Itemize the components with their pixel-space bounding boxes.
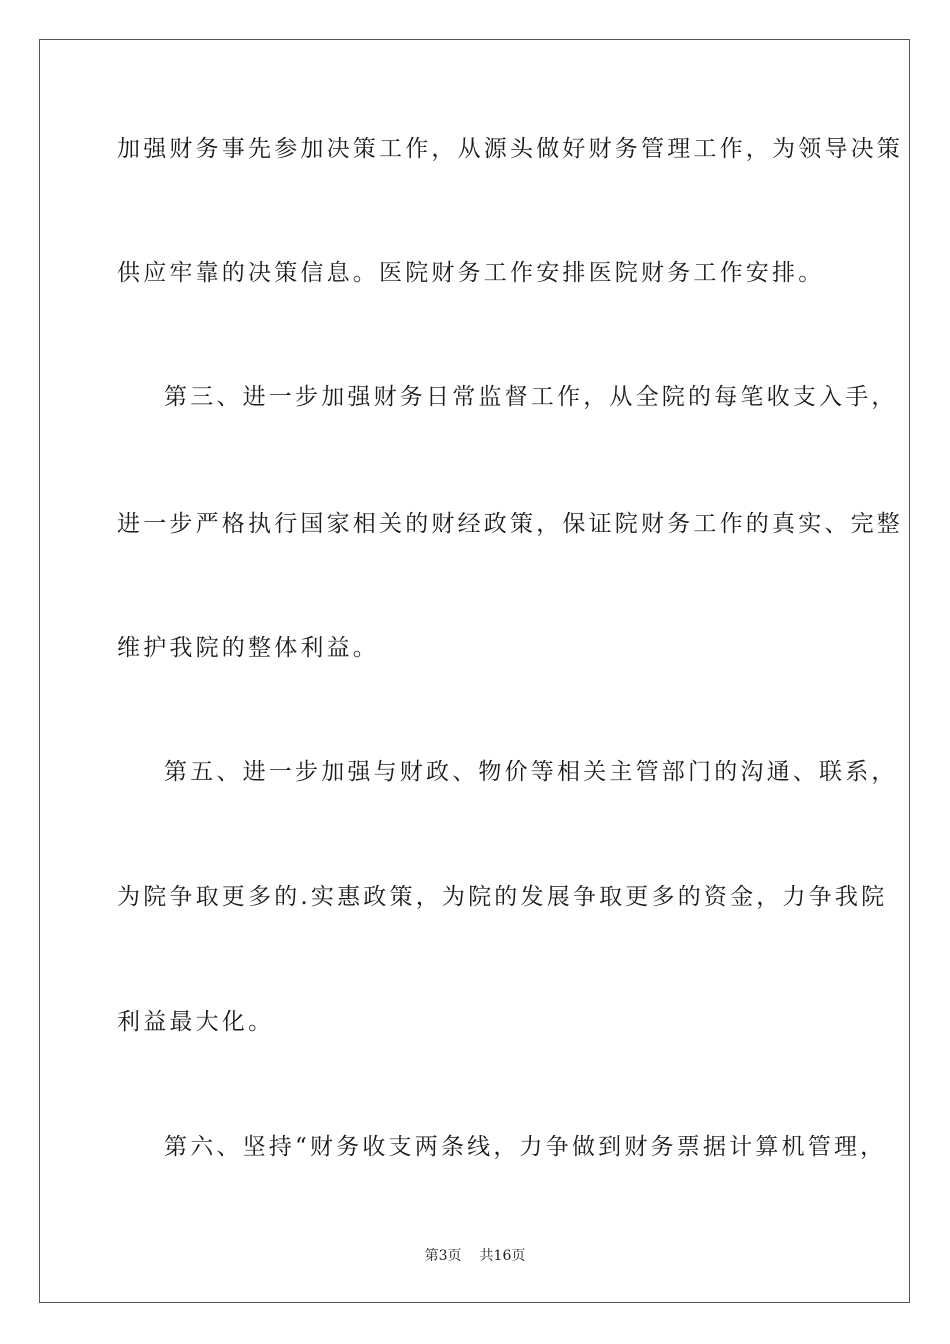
paragraph-line: 第五、进一步加强与财政、物价等相关主管部门的沟通、联系， xyxy=(164,759,898,785)
page-border xyxy=(39,39,910,1303)
paragraph-line: 进一步严格执行国家相关的财经政策，保证院财务工作的真实、完整 xyxy=(117,511,903,537)
page-footer xyxy=(0,1247,950,1265)
paragraph-line: 第三、进一步加强财务日常监督工作，从全院的每笔收支入手， xyxy=(164,384,898,410)
paragraph-line: 供应牢靠的决策信息。医院财务工作安排医院财务工作安排。 xyxy=(117,260,825,286)
paragraph-line: 加强财务事先参加决策工作，从源头做好财务管理工作，为领导决策 xyxy=(117,136,903,162)
paragraph-line: 第六、坚持“财务收支两条线，力争做到财务票据计算机管理， xyxy=(164,1134,887,1160)
page-number: 第3页 xyxy=(424,1248,462,1264)
paragraph-line: 利益最大化。 xyxy=(117,1009,275,1035)
paragraph-line: 为院争取更多的.实惠政策，为院的发展争取更多的资金，力争我院 xyxy=(117,884,888,910)
page-total: 共16页 xyxy=(479,1248,526,1264)
paragraph-line: 维护我院的整体利益。 xyxy=(117,635,379,661)
